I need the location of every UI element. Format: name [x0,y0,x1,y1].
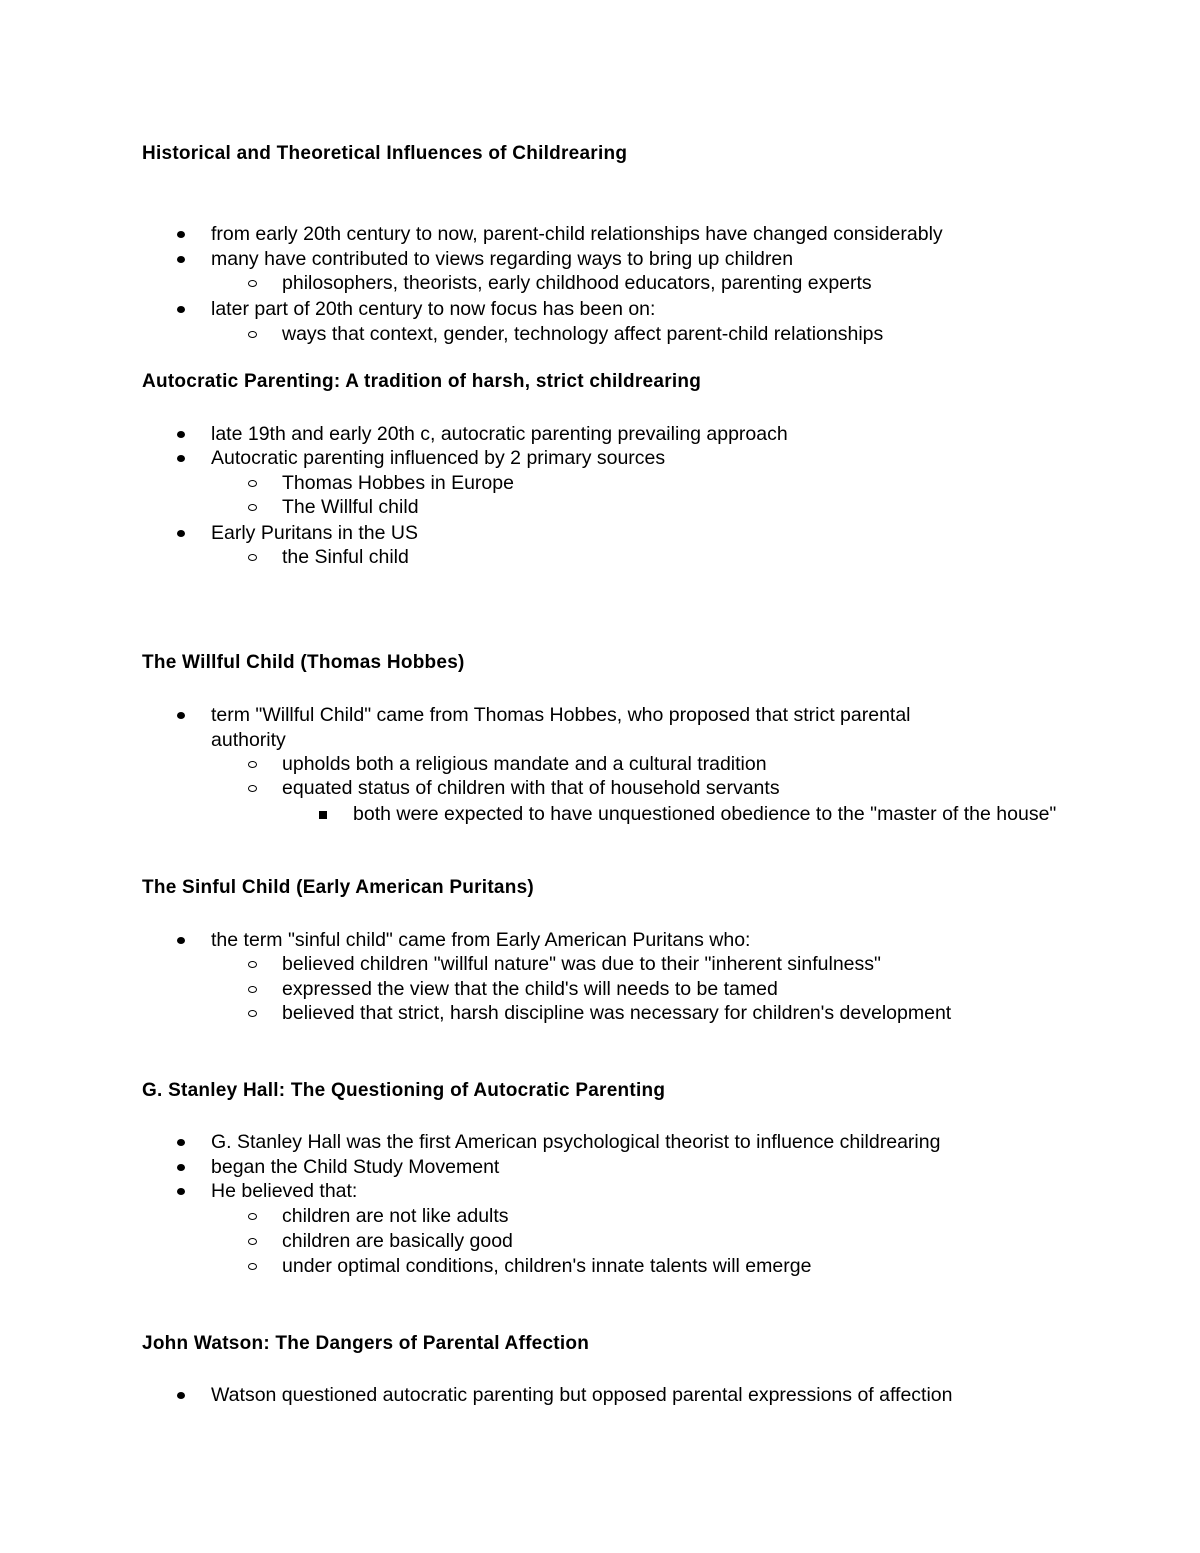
bullet-circle-icon [248,1010,257,1017]
list-item-text: Autocratic parenting influenced by 2 primary sources [211,447,666,469]
list-item [211,297,655,322]
list-item [211,1179,357,1204]
bullet-circle-icon [248,961,257,968]
list-item [282,776,780,801]
bullet-disc-icon [177,937,185,944]
list-item-text: the Sinful child [282,546,409,568]
section-heading-willful-child: The Willful Child (Thomas Hobbes) [142,652,465,673]
list-item-text: He believed that: [211,1180,358,1202]
bullet-square-icon [319,811,327,819]
list-item [211,422,788,447]
list-item-text: under optimal conditions, children's innate talents will emerge [282,1255,812,1277]
list-item [211,446,665,471]
list-item [282,752,767,777]
list-item-text: both were expected to have unquestioned obedience to the "master of the house" [353,803,1057,825]
list-item [282,1001,951,1026]
list-item-text: began the Child Study Movement [211,1156,500,1178]
list-item-text: children are basically good [282,1230,513,1252]
bullet-circle-icon [248,280,257,287]
bullet-disc-icon [177,1392,185,1399]
list-item-text: believed that strict, harsh discipline was necessary for children's development [282,1002,952,1024]
list-item [282,1229,513,1254]
bullet-disc-icon [177,256,185,263]
list-item [282,545,409,570]
section-heading-john-watson: John Watson: The Dangers of Parental Affection [142,1333,590,1354]
list-item [211,247,793,272]
bullet-disc-icon [177,1188,185,1195]
list-item [282,1204,509,1229]
list-item-text: the term "sinful child" came from Early American Puritans who: [211,929,751,951]
list-item-text: many have contributed to views regarding ways to bring up children [211,248,794,270]
list-item [211,928,750,953]
bullet-disc-icon [177,455,185,462]
list-item-text: from early 20th century to now, parent-child relationships have changed considerably [211,223,943,245]
list-item [282,471,514,496]
list-item [211,222,943,247]
list-item-text: late 19th and early 20th c, autocratic parenting prevailing approach [211,423,788,445]
bullet-circle-icon [248,1238,257,1245]
bullet-circle-icon [248,331,257,338]
list-item-text: philosophers, theorists, early childhood educators, parenting experts [282,272,872,294]
list-item [282,1254,811,1279]
list-item [282,977,778,1002]
list-item [211,703,981,752]
section-heading-sinful-child: The Sinful Child (Early American Puritans) [142,877,534,898]
bullet-circle-icon [248,785,257,792]
list-item [211,1130,940,1155]
bullet-circle-icon [248,504,257,511]
list-item-text: expressed the view that the child's will needs to be tamed [282,978,778,1000]
list-item-text: Early Puritans in the US [211,522,419,544]
bullet-disc-icon [177,530,185,537]
bullet-circle-icon [248,1263,257,1270]
bullet-disc-icon [177,231,185,238]
bullet-circle-icon [248,480,257,487]
bullet-circle-icon [248,761,257,768]
list-item-text: term "Willful Child" came from Thomas Hobbes, who proposed that strict parental authority [211,704,911,751]
list-item-text: Thomas Hobbes in Europe [282,472,514,494]
list-item [211,1383,953,1408]
bullet-disc-icon [177,1164,185,1171]
bullet-circle-icon [248,554,257,561]
list-item [353,802,1073,827]
bullet-disc-icon [177,1139,185,1146]
section-heading-autocratic: Autocratic Parenting: A tradition of harsh, strict childrearing [142,371,702,392]
bullet-disc-icon [177,306,185,313]
list-item-text: The Willful child [282,496,419,518]
list-item-text: later part of 20th century to now focus has been on: [211,298,656,320]
section-heading-stanley-hall: G. Stanley Hall: The Questioning of Autocratic Parenting [142,1080,666,1101]
bullet-disc-icon [177,712,185,719]
list-item [282,952,881,977]
list-item [211,1155,499,1180]
bullet-circle-icon [248,986,257,993]
list-item [282,495,419,520]
bullet-disc-icon [177,431,185,438]
list-item-text: equated status of children with that of household servants [282,777,780,799]
list-item [282,271,872,296]
list-item [211,521,418,546]
list-item-text: G. Stanley Hall was the first American psychological theorist to influence childrearing [211,1131,941,1153]
bullet-circle-icon [248,1213,257,1220]
list-item-text: believed children "willful nature" was due to their "inherent sinfulness" [282,953,881,975]
list-item-text: ways that context, gender, technology affect parent-child relationships [282,323,884,345]
list-item [282,322,883,347]
list-item-text: Watson questioned autocratic parenting but opposed parental expressions of affection [211,1384,953,1406]
section-heading-historical: Historical and Theoretical Influences of Childrearing [142,143,628,164]
list-item-text: upholds both a religious mandate and a cultural tradition [282,753,767,775]
list-item-text: children are not like adults [282,1205,509,1227]
